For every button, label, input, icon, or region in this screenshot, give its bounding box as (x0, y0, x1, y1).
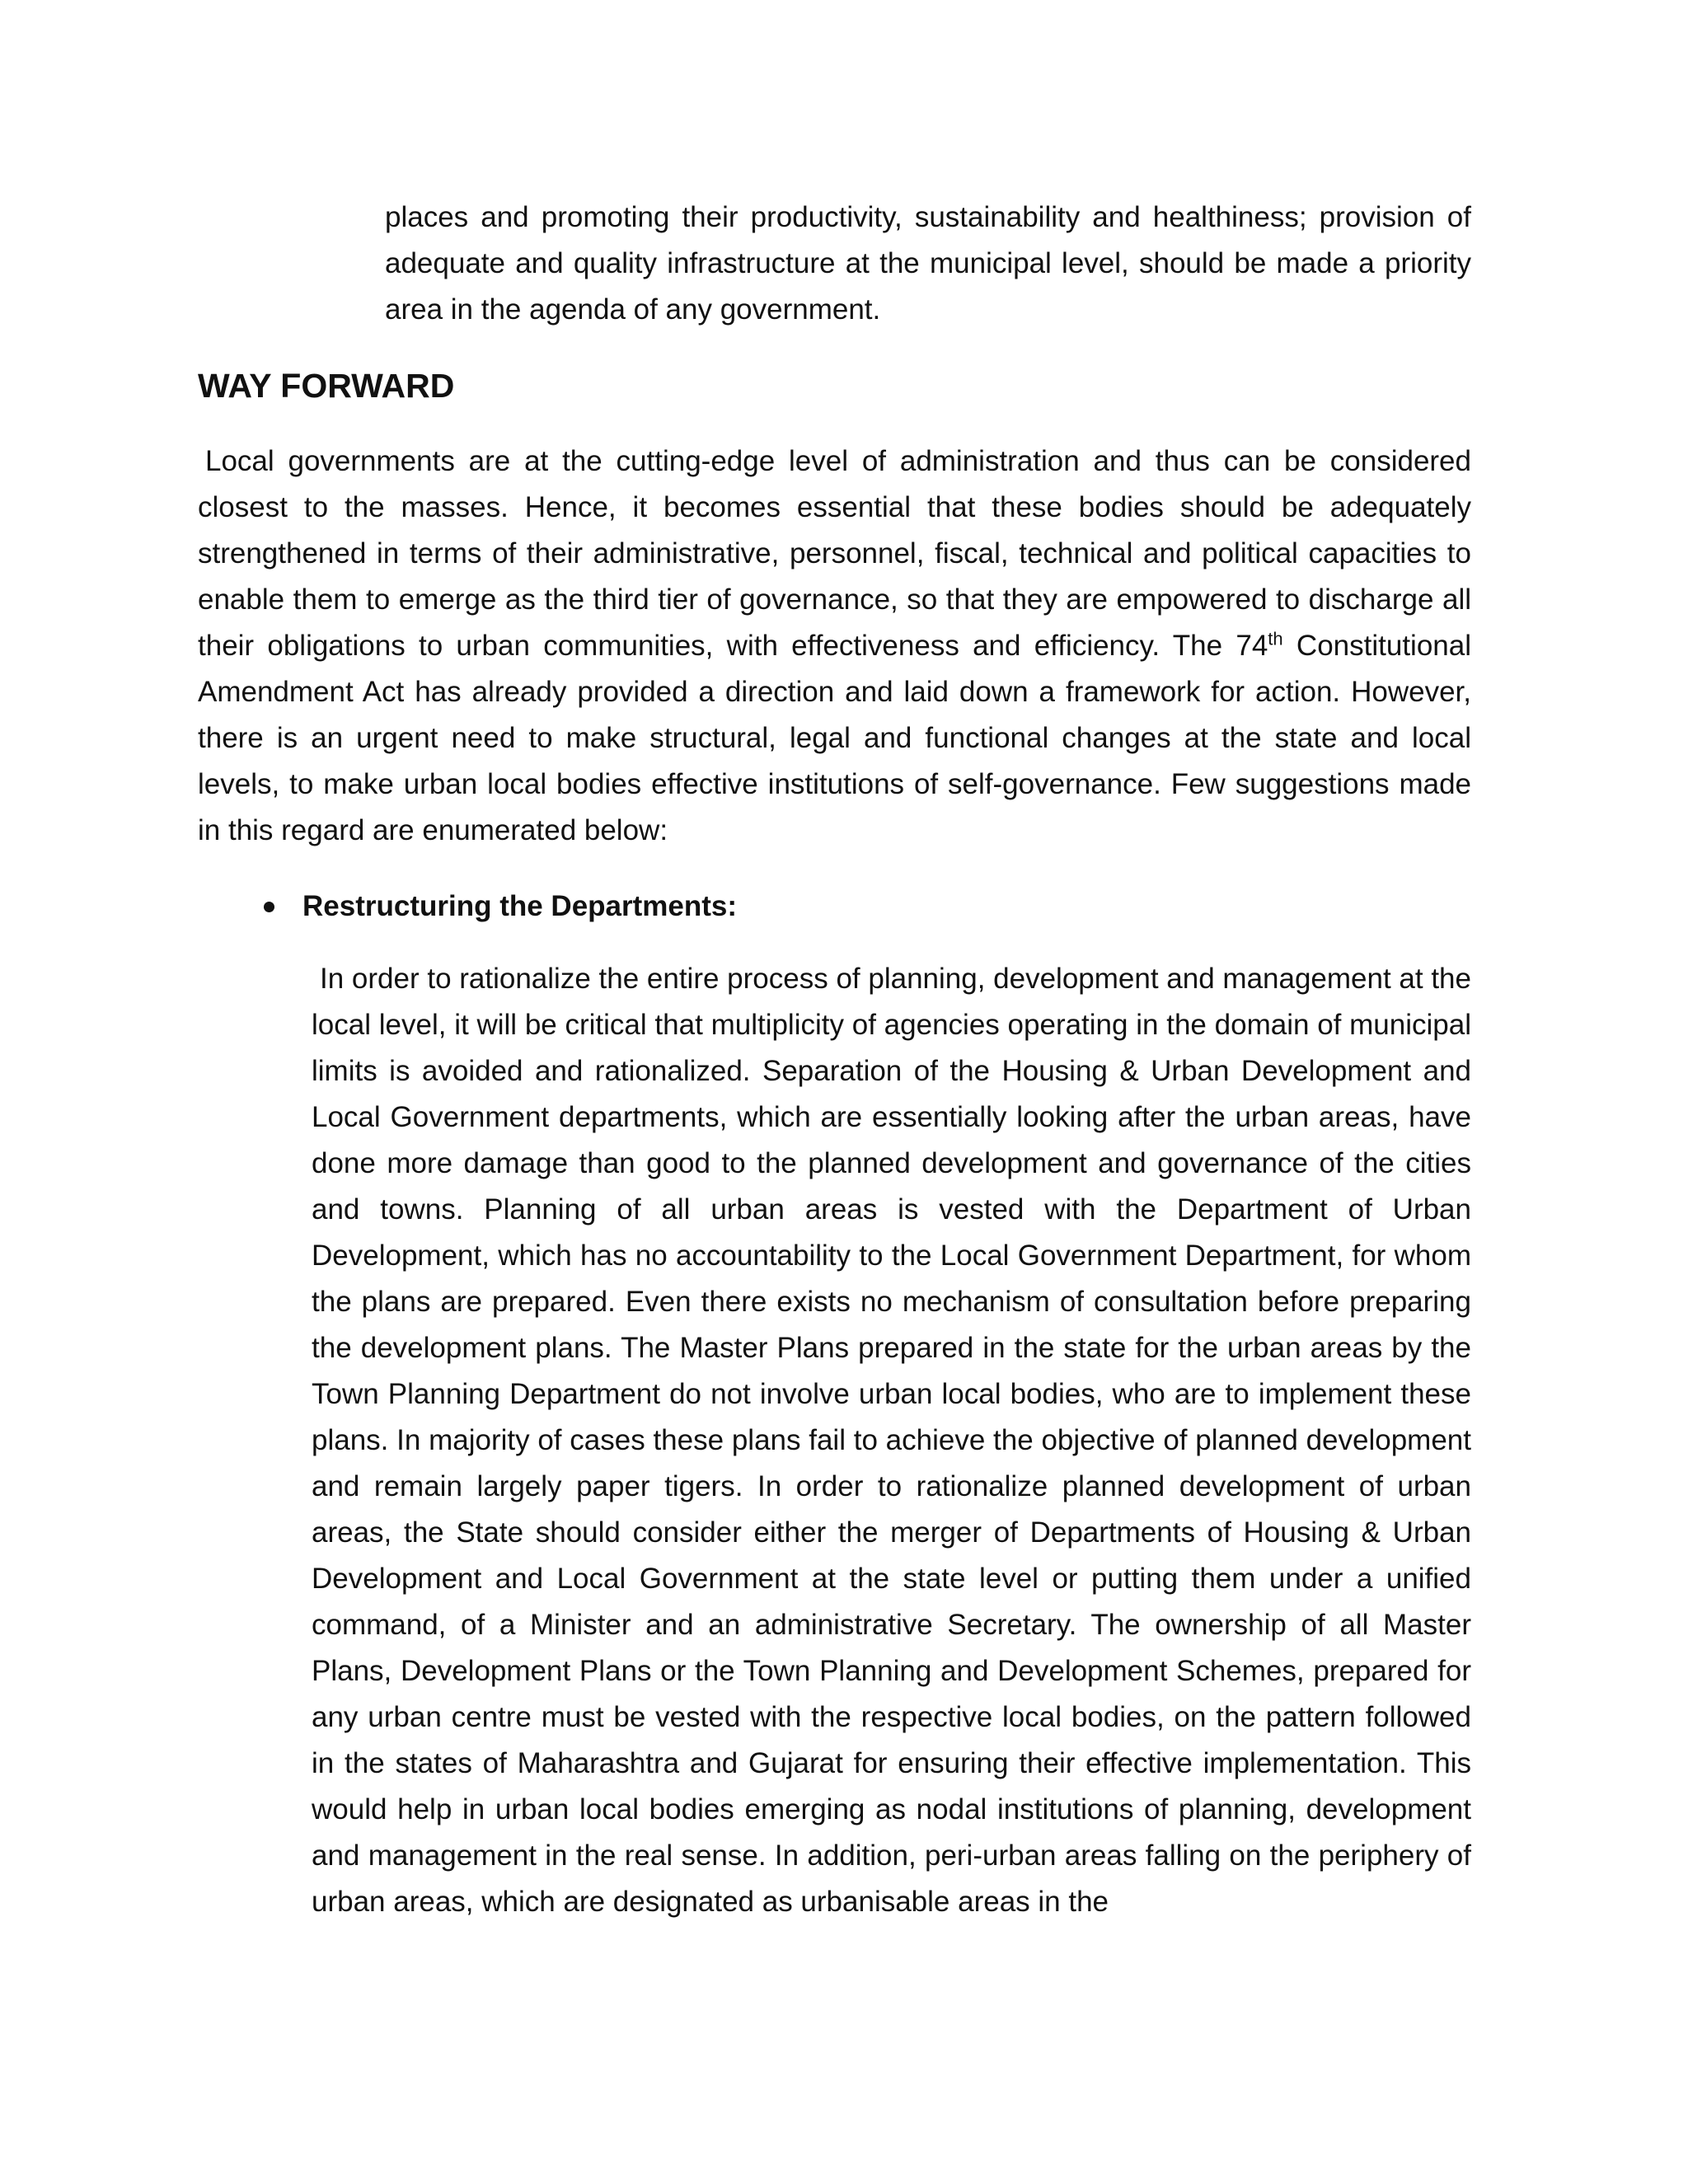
bullet-dot-icon (264, 902, 274, 912)
ordinal-superscript: th (1268, 628, 1283, 649)
intro-paragraph: places and promoting their productivity, sustainability and healthiness; provision of adequate and quality infrastructure at the municipal level, should be made a priority area in the agenda of any government. (385, 201, 1471, 326)
section-heading: WAY FORWARD (198, 367, 455, 405)
bullet-body-paragraph: In order to rationalize the entire process of planning, development and management at the local level, it will be critical that multiplicity of agencies operating in the domain of municipal limits is avoided and rationalized. Separation of the Housing & Urban Development and Local Government departments, which are essentially looking after the urban areas, have done more damage than good to the planned development and governance of the cities and towns. Planning of all urban areas is vested with the Department of Urban Development, which has no accountability to the Local Government Department, for whom the plans are prepared. Even there exists no mechanism of consultation before preparing the development plans. The Master Plans prepared in the state for the urban areas by the Town Planning Department do not involve urban local bodies, who are to implement these plans. In majority of cases these plans fail to achieve the objective of planned development and remain largely paper tigers. In order to rationalize planned development of urban areas, the State should consider either the merger of Departments of Housing & Urban Development and Local Government at the state level or putting them under a unified command, of a Minister and an administrative Secretary. The ownership of all Master Plans, Development Plans or the Town Planning and Development Schemes, prepared for any urban centre must be vested with the respective local bodies, on the pattern followed in the states of Maharashtra and Gujarat for ensuring their effective implementation. This would help in urban local bodies emerging as nodal institutions of planning, development and management in the real sense. In addition, peri-urban areas falling on the periphery of urban areas, which are designated as urbanisable areas in the (312, 963, 1471, 1918)
way-forward-paragraph (198, 438, 1471, 854)
bullet-title: Restructuring the Departments: (302, 890, 738, 922)
way-forward-text-part2: Constitutional Amendment Act has already provided a direction and laid down a framework for action. However, there is an urgent need to make structural, legal and functional changes at the state and local levels, to make urban local bodies effective institutions of self-governance. Few suggestions made in this regard are enumerated below: (198, 630, 1471, 846)
bullet-item (264, 883, 737, 930)
way-forward-text-part1: Local governments are at the cutting-edge level of administration and thus can be considered closest to the masses. Hence, it becomes essential that these bodies should be adequately strengthened in terms of their administrative, personnel, fiscal, technical and political capacities to enable them to emerge as the third tier of governance, so that they are empowered to discharge all their obligations to urban communities, with effectiveness and efficiency. The 74 (198, 445, 1471, 662)
